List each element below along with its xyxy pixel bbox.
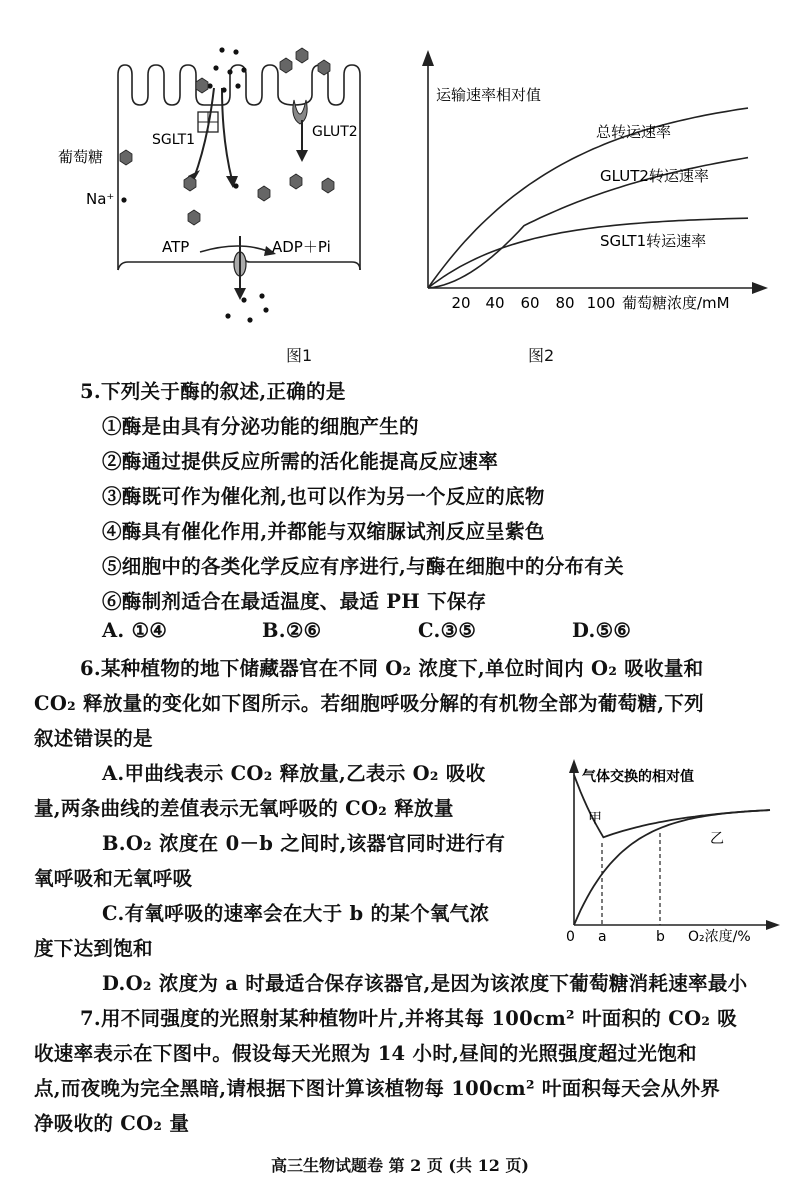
x-tick-a: a bbox=[598, 929, 607, 945]
q6-stem-line: 叙述错误的是 bbox=[34, 727, 153, 750]
q6-option-c-line2: 度下达到饱和 bbox=[34, 937, 153, 960]
x-tick-b: b bbox=[656, 929, 665, 945]
q7-stem-line: 净吸收的 CO₂ 量 bbox=[34, 1112, 190, 1135]
figure2-caption: 图2 bbox=[528, 346, 555, 365]
glucose-label: 葡萄糖 bbox=[58, 148, 104, 166]
q7-stem-line: 收速率表示在下图中。假设每天光照为 14 小时,昼间的光照强度超过光饱和 bbox=[34, 1042, 697, 1065]
figure1-caption: 图1 bbox=[286, 346, 313, 365]
series-label-sglt1: SGLT1转运速率 bbox=[600, 232, 707, 250]
q5-item: ②酶通过提供反应所需的活化能提高反应速率 bbox=[102, 450, 499, 473]
q6-option-d: D.O₂ 浓度为 a 时最适合保存该器官,是因为该浓度下葡萄糖消耗速率最小 bbox=[102, 972, 748, 995]
q5-option-d: D.⑤⑥ bbox=[572, 619, 632, 642]
x-tick-0: 0 bbox=[566, 929, 575, 945]
q5-item: ①酶是由具有分泌功能的细胞产生的 bbox=[102, 415, 419, 438]
q6-option-b-line1: B.O₂ 浓度在 0－b 之间时,该器官同时进行有 bbox=[102, 832, 506, 855]
x-tick: 80 bbox=[555, 294, 575, 312]
x-tick: 40 bbox=[485, 294, 505, 312]
glut2-transporter bbox=[293, 100, 307, 124]
q6-chart-title: 气体交换的相对值 bbox=[582, 769, 694, 785]
page-footer: 高三生物试题卷 第 2 页 (共 12 页) bbox=[271, 1156, 529, 1175]
sglt1-label: SGLT1 bbox=[152, 132, 196, 148]
yi-label: 乙 bbox=[710, 831, 724, 847]
q5-item: ③酶既可作为催化剂,也可以作为另一个反应的底物 bbox=[102, 485, 545, 508]
q6-stem-line: CO₂ 释放量的变化如下图所示。若细胞呼吸分解的有机物全部为葡萄糖,下列 bbox=[34, 692, 704, 715]
q6-stem-line: 6.某种植物的地下储藏器官在不同 O₂ 浓度下,单位时间内 O₂ 吸收量和 bbox=[80, 657, 704, 680]
atp-label: ATP bbox=[162, 238, 190, 256]
q7-stem-line: 7.用不同强度的光照射某种植物叶片,并将其每 100cm² 叶面积的 CO₂ 吸 bbox=[80, 1007, 738, 1030]
figure2-chart bbox=[400, 40, 780, 330]
q5-option-a: A. ①④ bbox=[102, 619, 168, 642]
x-tick: 20 bbox=[451, 294, 471, 312]
q6-option-c-line1: C.有氧呼吸的速率会在大于 b 的某个氧气浓 bbox=[102, 902, 490, 925]
series-label-glut2: GLUT2转运速率 bbox=[600, 167, 709, 185]
q5-item: ④酶具有催化作用,并都能与双缩脲试剂反应呈紫色 bbox=[102, 520, 545, 543]
adp-label: ADP＋Pi bbox=[272, 238, 331, 256]
q7-stem-line: 点,而夜晚为完全黑暗,请根据下图计算该植物每 100cm² 叶面积每天会从外界 bbox=[34, 1077, 721, 1100]
q5-item: ⑥酶制剂适合在最适温度、最适 PH 下保存 bbox=[102, 590, 487, 613]
q5-option-b: B.②⑥ bbox=[262, 619, 322, 642]
q6-option-b-line2: 氧呼吸和无氧呼吸 bbox=[34, 867, 193, 890]
q5-option-c: C.③⑤ bbox=[418, 619, 477, 642]
series-label-total: 总转运速率 bbox=[596, 123, 672, 141]
x-tick: 100 bbox=[586, 294, 616, 312]
figure1-cell-diagram bbox=[0, 0, 420, 340]
jia-label: 甲 bbox=[588, 811, 602, 827]
x-axis-label: 葡萄糖浓度/mM bbox=[622, 294, 730, 312]
q6-option-a-line1: A.甲曲线表示 CO₂ 释放量,乙表示 O₂ 吸收 bbox=[102, 762, 486, 785]
q5-item: ⑤细胞中的各类化学反应有序进行,与酶在细胞中的分布有关 bbox=[102, 555, 624, 578]
glut2-label: GLUT2 bbox=[312, 124, 358, 140]
q5-stem: 5.下列关于酶的叙述,正确的是 bbox=[80, 380, 346, 403]
q6-gas-exchange-chart bbox=[560, 755, 785, 945]
yi-curve bbox=[574, 810, 770, 925]
q6-x-axis-label: O₂浓度/% bbox=[688, 929, 751, 945]
q6-option-a-line2: 量,两条曲线的差值表示无氧呼吸的 CO₂ 释放量 bbox=[34, 797, 454, 820]
na-label: Na⁺ bbox=[86, 190, 115, 208]
y-axis-label: 运输速率相对值 bbox=[436, 86, 542, 104]
x-tick: 60 bbox=[520, 294, 540, 312]
